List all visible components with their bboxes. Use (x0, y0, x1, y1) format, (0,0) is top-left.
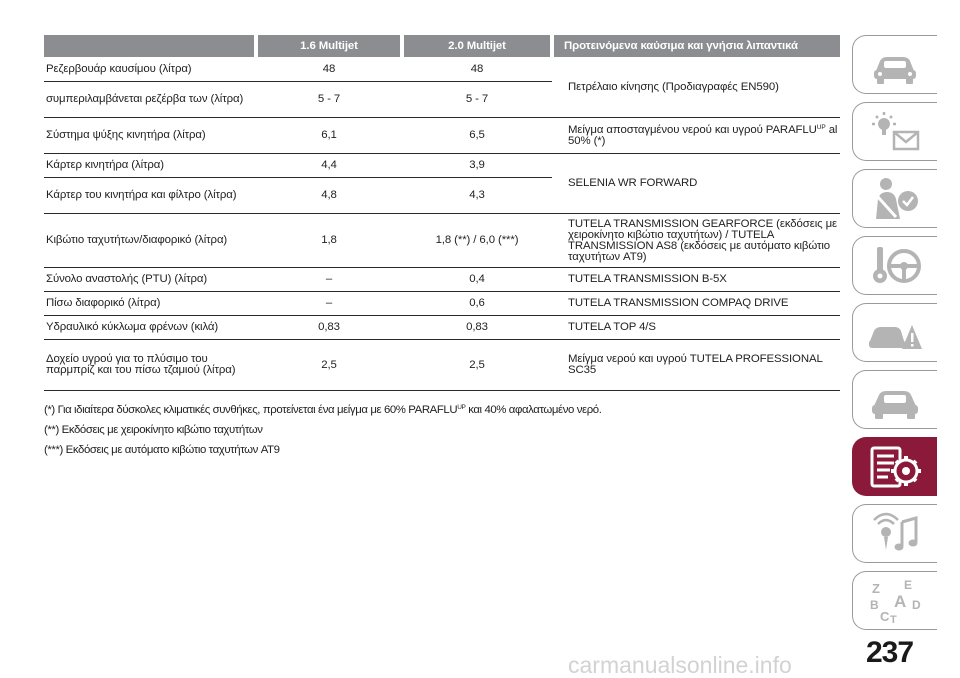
index-letter: E (904, 577, 913, 592)
tab-technical-data[interactable] (852, 437, 937, 496)
fluid-spec (552, 117, 840, 153)
table-row (44, 291, 840, 315)
header-recommended-fluids: Προτεινόμενα καύσιμα και γνήσια λιπαντικά (552, 35, 840, 57)
value-1-6: 48 (256, 57, 402, 81)
index-letter: A (894, 591, 907, 611)
tab-starting-driving[interactable] (852, 236, 937, 295)
value-2-0: 6,5 (402, 117, 552, 153)
header-1-6-multijet: 1.6 Multijet (256, 35, 402, 57)
fluid-spec: TUTELA TRANSMISSION B-5X (552, 267, 840, 291)
row-label: Κάρτερ κινητήρα (λίτρα) (44, 153, 256, 177)
value-1-6: 6,1 (256, 117, 402, 153)
row-label: Υδραυλικό κύκλωμα φρένων (κιλά) (44, 315, 256, 339)
footnote-1-text: (*) Για ιδιαίτερα δύσκολες κλιματικές συνθήκες, προτείνεται ένα μείγμα με 60% PARAFLU (44, 404, 458, 416)
value-1-6: 1,8 (256, 213, 402, 267)
fluid-spec: TUTELA TRANSMISSION GEARFORCE (εκδόσεις με χειροκίνητο κιβώτιο ταχυτήτων) / TUTELA TRANSMISSION AS8 (εκδόσεις με αυτόματο κιβώτιο ταχυτήτων AT9) (552, 213, 840, 267)
header-empty (44, 35, 256, 57)
value-2-0: 5 - 7 (402, 81, 552, 117)
coolant-spec-tail: al 50% (*) (568, 123, 838, 147)
header-2-0-multijet: 2.0 Multijet (402, 35, 552, 57)
table-row (44, 153, 840, 177)
index-letter: D (912, 597, 921, 612)
fluid-spec: Πετρέλαιο κίνησης (Προδιαγραφές EN590) (552, 57, 840, 117)
value-2-0: 0,6 (402, 291, 552, 315)
multimedia-icon (866, 510, 924, 558)
value-1-6: 5 - 7 (256, 81, 402, 117)
footnote-3: (***) Εκδόσεις με αυτόματο κιβώτιο ταχυτήτων AT9 (44, 444, 280, 456)
watermark: carmanualsonline.info (568, 652, 792, 678)
value-1-6: 4,8 (256, 177, 402, 213)
footnote-1-tail: και 40% αφαλατωμένο νερό. (465, 404, 602, 416)
car-maintenance-icon (866, 376, 924, 424)
table-row (44, 315, 840, 339)
index-letter: T (890, 613, 897, 625)
fluid-spec: SELENIA WR FORWARD (552, 153, 840, 213)
key-steering-wheel-icon (866, 242, 924, 290)
row-label: Πίσω διαφορικό (λίτρα) (44, 291, 256, 315)
value-2-0: 1,8 (**) / 6,0 (***) (402, 213, 552, 267)
tab-index[interactable] (852, 571, 937, 630)
tab-safety[interactable] (852, 169, 937, 228)
tab-warning-lights[interactable] (852, 102, 937, 161)
row-label: Δοχείο υγρού για το πλύσιμο του παρμπρίζ και του πίσω τζαμιού (λίτρα) (44, 339, 256, 390)
tab-emergency[interactable] (852, 303, 937, 362)
value-1-6: – (256, 291, 402, 315)
row-label: Σύνολο αναστολής (PTU) (λίτρα) (44, 267, 256, 291)
tab-maintenance[interactable] (852, 370, 937, 429)
index-letter: B (870, 597, 879, 612)
footnote-1 (44, 400, 844, 420)
value-2-0: 48 (402, 57, 552, 81)
alphabetical-index-icon (866, 577, 924, 625)
fluid-spec: TUTELA TOP 4/S (552, 315, 840, 339)
fluid-spec: TUTELA TRANSMISSION COMPAQ DRIVE (552, 291, 840, 315)
table-row (44, 117, 840, 153)
row-label: Κιβώτιο ταχυτήτων/διαφορικό (λίτρα) (44, 213, 256, 267)
tab-car-dashboard[interactable] (852, 35, 937, 94)
value-2-0: 3,9 (402, 153, 552, 177)
row-label: Κάρτερ του κινητήρα και φίλτρο (λίτρα) (44, 177, 256, 213)
coolant-spec-sup: UP (816, 123, 826, 131)
chapter-navigation (852, 35, 937, 638)
page-number: 237 (866, 636, 914, 669)
value-2-0: 0,4 (402, 267, 552, 291)
car-dashboard-icon (866, 41, 924, 89)
warning-lights-icon (866, 108, 924, 156)
table-row (44, 339, 840, 390)
specifications-table (44, 35, 840, 391)
row-label: συμπεριλαμβάνεται ρεζέρβα των (λίτρα) (44, 81, 256, 117)
tab-multimedia[interactable] (852, 504, 937, 563)
car-breakdown-icon (866, 309, 924, 357)
value-2-0: 4,3 (402, 177, 552, 213)
footnotes (44, 400, 844, 460)
footnote-2: (**) Εκδόσεις με χειροκίνητο κιβώτιο ταχυτήτων (44, 424, 263, 436)
value-1-6: 0,83 (256, 315, 402, 339)
value-1-6: – (256, 267, 402, 291)
coolant-spec-text: Μείγμα αποσταγμένου νερού και υγρού PARAFLU (568, 123, 817, 136)
index-letter: C (880, 608, 890, 624)
technical-data-icon (866, 443, 924, 491)
table-row (44, 57, 840, 81)
row-label: Ρεζερβουάρ καυσίμου (λίτρα) (44, 57, 256, 81)
value-1-6: 2,5 (256, 339, 402, 390)
value-2-0: 2,5 (402, 339, 552, 390)
index-letter: Z (872, 580, 880, 596)
table-row (44, 213, 840, 267)
table-row (44, 267, 840, 291)
fluid-spec: Μείγμα νερού και υγρού TUTELA PROFESSIONAL SC35 (552, 339, 840, 390)
value-1-6: 4,4 (256, 153, 402, 177)
seatbelt-airbag-icon (866, 175, 924, 223)
footnote-1-sup: UP (457, 404, 466, 411)
value-2-0: 0,83 (402, 315, 552, 339)
table-header-row (44, 35, 840, 57)
row-label: Σύστημα ψύξης κινητήρα (λίτρα) (44, 117, 256, 153)
